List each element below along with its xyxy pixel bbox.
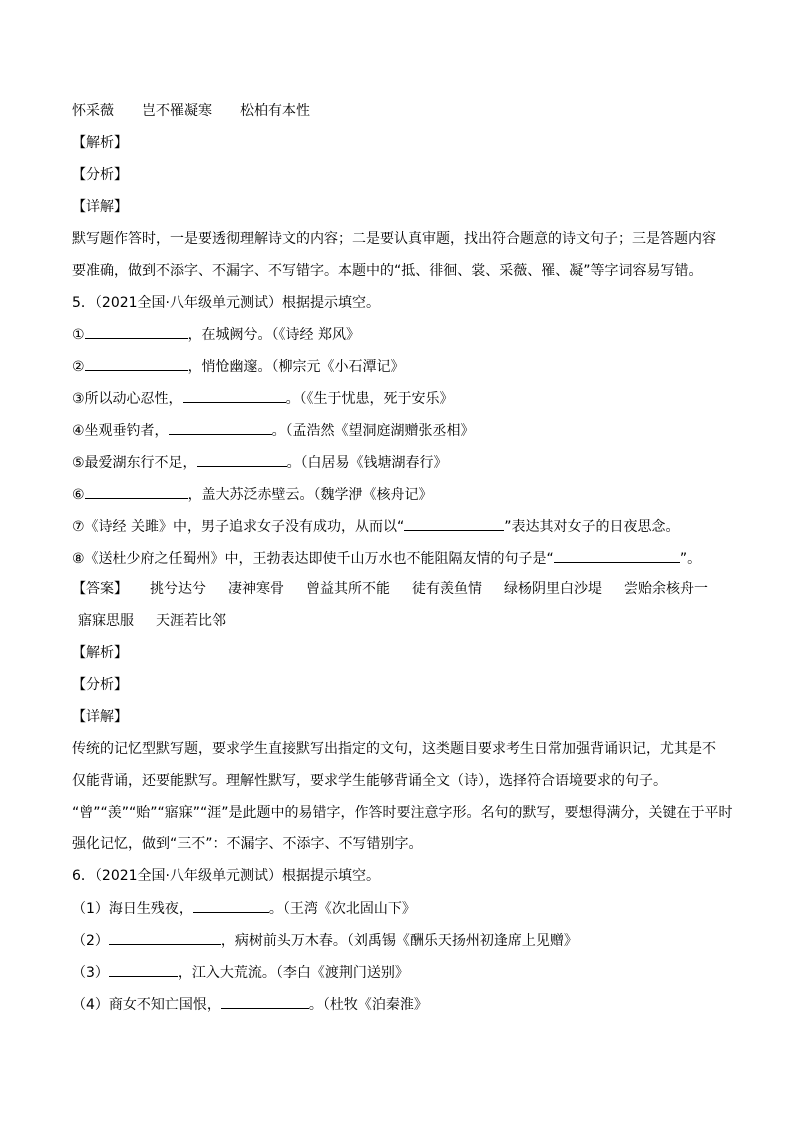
answer-text: 岂不罹凝寒 (142, 103, 212, 119)
section-label-xiangjie: 【详解】 (72, 709, 128, 725)
answer-blank[interactable] (404, 516, 504, 531)
section-label-fenxi: 【分析】 (72, 167, 128, 183)
answers-line (78, 611, 226, 631)
detail-paragraph-line: 仅能背诵，还要能默写。理解性默写，要求学生能够背诵全文（诗），选择符合语境要求的句子。 (72, 773, 667, 789)
answer-text: 挑兮达兮 (150, 581, 206, 597)
detail-paragraph-line: 传统的记忆型默写题，要求学生直接默写出指定的文句，这类题目要求考生日常加强背诵识记，尤其是不 (72, 741, 716, 757)
detail-paragraph-line: 强化记忆，做到“三不”：不漏字、不添字、不写错别字。 (72, 836, 423, 852)
answer-text: 天涯若比邻 (156, 613, 226, 629)
detail-paragraph-line: “曾”“羡”“贻”“寤寐”“涯”是此题中的易错字，作答时要注意字形。名句的默写，要想得满分，关键在于平时 (72, 805, 733, 821)
answer-text: 绿杨阴里白沙堤 (504, 581, 602, 597)
section-label-jiexi: 【解析】 (72, 645, 128, 661)
question-title: 6．（2021全国·八年级单元测试）根据提示填空。 (72, 868, 380, 884)
fill-blank-item: （3） ，江入大荒流。（李白《渡荆门送别》 (72, 962, 409, 983)
answer-blank[interactable] (554, 548, 680, 563)
fill-blank-item: ⑤最爱湖东行不足， 。（白居易《钱塘湖春行》 (72, 452, 448, 473)
answers-line (72, 579, 708, 599)
fill-blank-item: ② ，悄怆幽邃。（柳宗元《小石潭记》 (72, 356, 405, 377)
section-label-jiexi: 【解析】 (72, 135, 128, 151)
question-title: 5．（2021全国·八年级单元测试）根据提示填空。 (72, 295, 380, 311)
section-label-answer: 【答案】 (72, 581, 128, 597)
detail-paragraph-line: 要准确，做到不添字、不漏字、不写错字。本题中的“抵、徘徊、裳、采薇、罹、凝”等字词容易写错。 (72, 263, 703, 279)
fill-blank-item: ⑧《送杜少府之任蜀州》中，王勃表达即使千山万水也不能阻隔友情的句子是“ ”。 (72, 548, 701, 569)
section-label-fenxi: 【分析】 (72, 677, 128, 693)
answer-text: 曾益其所不能 (306, 581, 390, 597)
fill-blank-item: ③所以动心忍性， 。（《生于忧患，死于安乐》 (72, 388, 454, 409)
answer-blank[interactable] (197, 452, 287, 467)
fill-blank-item: ⑦《诗经 关雎》中，男子追求女子没有成功，从而以“ ”表达其对女子的日夜思念。 (72, 516, 680, 537)
answer-blank[interactable] (183, 388, 286, 403)
answer-blank[interactable] (169, 420, 272, 435)
answer-text: 徒有羡鱼情 (412, 581, 482, 597)
fill-blank-item: （4）商女不知亡国恨， 。（杜牧《泊秦淮》 (72, 994, 428, 1015)
answer-text: 寤寐思服 (78, 613, 134, 629)
fill-blank-item: ⑥ ，盖大苏泛赤壁云。（魏学洢《核舟记》 (72, 484, 433, 505)
section-label-xiangjie: 【详解】 (72, 199, 128, 215)
answer-blank[interactable] (109, 962, 178, 977)
answer-blank[interactable] (221, 994, 309, 1009)
fill-blank-item: ① ，在城阙兮。（《诗经 郑风》 (72, 324, 360, 345)
answer-blank[interactable] (85, 356, 188, 371)
answer-blank[interactable] (85, 324, 188, 339)
answer-text: 凄神寒骨 (228, 581, 284, 597)
fill-blank-item: （2） ，病树前头万木春。（刘禹锡《酬乐天扬州初逢席上见赠》 (72, 930, 578, 951)
fill-blank-item: ④坐观垂钓者， 。（孟浩然《望洞庭湖赠张丞相》 (72, 420, 475, 441)
answer-text: 松柏有本性 (240, 103, 310, 119)
answer-text: 尝贻余核舟一 (624, 581, 708, 597)
answer-blank[interactable] (193, 898, 269, 913)
answer-text: 怀采薇 (72, 103, 114, 119)
answer-blank[interactable] (109, 930, 221, 945)
detail-paragraph-line: 默写题作答时，一是要透彻理解诗文的内容；二是要认真审题，找出符合题意的诗文句子；三是答题内容 (72, 231, 716, 247)
fill-blank-item: （1）海日生残夜， 。（王湾《次北固山下》 (72, 898, 416, 919)
answer-blank[interactable] (85, 484, 188, 499)
q4-answers-line (72, 101, 310, 121)
